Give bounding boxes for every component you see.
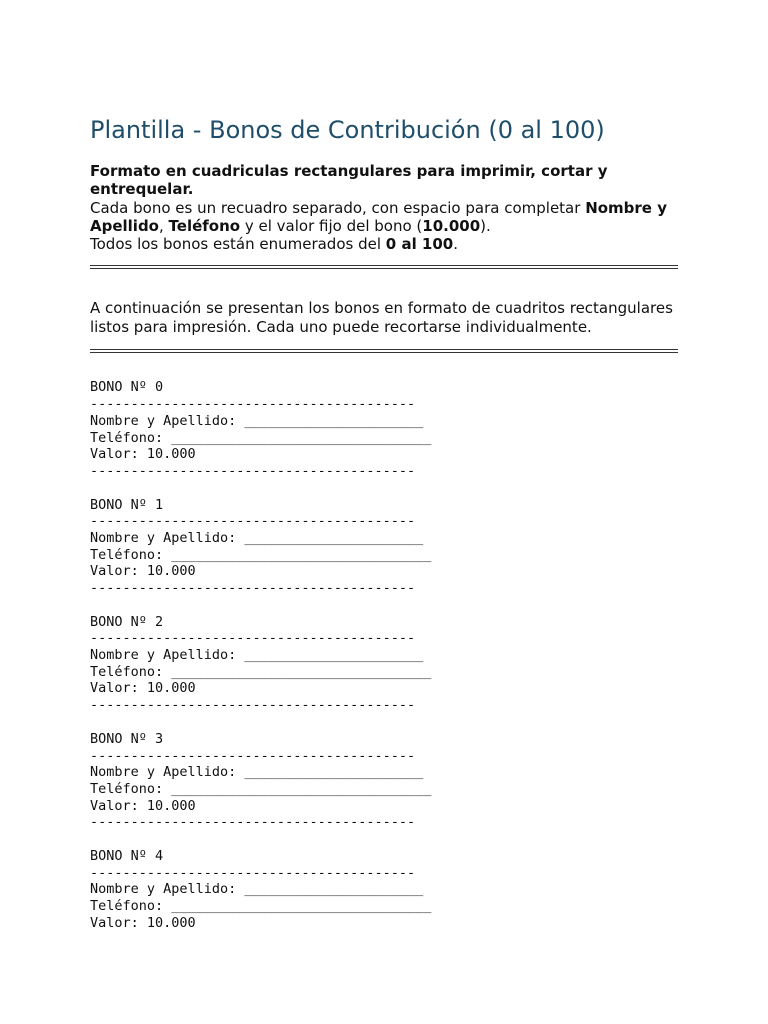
bono-nombre-field: Nombre y Apellido: ______________________ bbox=[90, 764, 424, 781]
bono-separator: ---------------------------------------- bbox=[90, 864, 416, 881]
bono-header: BONO Nº 2 bbox=[90, 613, 164, 630]
bono-separator-end: ---------------------------------------- bbox=[90, 814, 416, 831]
bono-header: BONO Nº 3 bbox=[90, 730, 164, 747]
intro-valor-bold: 10.000 bbox=[422, 216, 481, 235]
bono-valor: Valor: 10.000 bbox=[90, 563, 196, 580]
bono-valor: Valor: 10.000 bbox=[90, 446, 196, 463]
intro-line3-c: . bbox=[453, 235, 459, 254]
intro-line3-a: Todos los bonos están enumerados del bbox=[90, 235, 386, 254]
bono-separator-end: ---------------------------------------- bbox=[90, 697, 416, 714]
description-paragraph: A continuación se presentan los bonos en formato de cuadritos rectangulares listos para impresión. Cada uno puede recortarse individualmente. bbox=[90, 299, 673, 337]
bono-separator: ---------------------------------------- bbox=[90, 513, 416, 530]
bono-block bbox=[90, 848, 678, 931]
bono-block bbox=[90, 614, 678, 714]
double-rule-divider bbox=[90, 349, 678, 353]
bono-separator: ---------------------------------------- bbox=[90, 747, 416, 764]
bono-block bbox=[90, 497, 678, 597]
bono-separator-end: ---------------------------------------- bbox=[90, 580, 416, 597]
document-page bbox=[90, 112, 678, 948]
bono-header: BONO Nº 4 bbox=[90, 847, 164, 864]
bono-nombre-field: Nombre y Apellido: ______________________ bbox=[90, 412, 424, 429]
bono-telefono-field: Teléfono: ________________________________ bbox=[90, 780, 432, 797]
bono-valor: Valor: 10.000 bbox=[90, 914, 196, 931]
intro-line2-e: y el valor fijo del bono ( bbox=[240, 216, 423, 235]
intro-line2-c: , bbox=[159, 216, 169, 235]
bono-nombre-field: Nombre y Apellido: ______________________ bbox=[90, 647, 424, 664]
intro-line2-a: Cada bono es un recuadro separado, con espacio para completar bbox=[90, 198, 586, 217]
intro-nombre-bold: Nombre y Apellido bbox=[90, 198, 667, 235]
bono-separator-end: ---------------------------------------- bbox=[90, 462, 416, 479]
bono-telefono-field: Teléfono: ________________________________ bbox=[90, 546, 432, 563]
intro-text bbox=[90, 162, 678, 253]
intro-line2-g: ). bbox=[480, 216, 491, 235]
bono-telefono-field: Teléfono: ________________________________ bbox=[90, 898, 432, 915]
bonos-list bbox=[90, 379, 678, 931]
double-rule-divider bbox=[90, 265, 678, 269]
bono-nombre-field: Nombre y Apellido: ______________________ bbox=[90, 529, 424, 546]
bono-header: BONO Nº 1 bbox=[90, 496, 164, 513]
intro-format-bold: Formato en cuadriculas rectangulares para imprimir, cortar y entrequelar. bbox=[90, 162, 608, 199]
bono-telefono-field: Teléfono: ________________________________ bbox=[90, 429, 432, 446]
bono-block bbox=[90, 379, 678, 479]
bono-valor: Valor: 10.000 bbox=[90, 797, 196, 814]
intro-telefono-bold: Teléfono bbox=[168, 216, 241, 235]
page-title: Plantilla - Bonos de Contribución (0 al 100) bbox=[90, 116, 605, 144]
bono-separator: ---------------------------------------- bbox=[90, 630, 416, 647]
bono-telefono-field: Teléfono: ________________________________ bbox=[90, 663, 432, 680]
intro-range-bold: 0 al 100 bbox=[385, 235, 454, 254]
bono-valor: Valor: 10.000 bbox=[90, 680, 196, 697]
bono-header: BONO Nº 0 bbox=[90, 379, 164, 396]
bono-block bbox=[90, 731, 678, 831]
bono-nombre-field: Nombre y Apellido: ______________________ bbox=[90, 881, 424, 898]
bono-separator: ---------------------------------------- bbox=[90, 396, 416, 413]
